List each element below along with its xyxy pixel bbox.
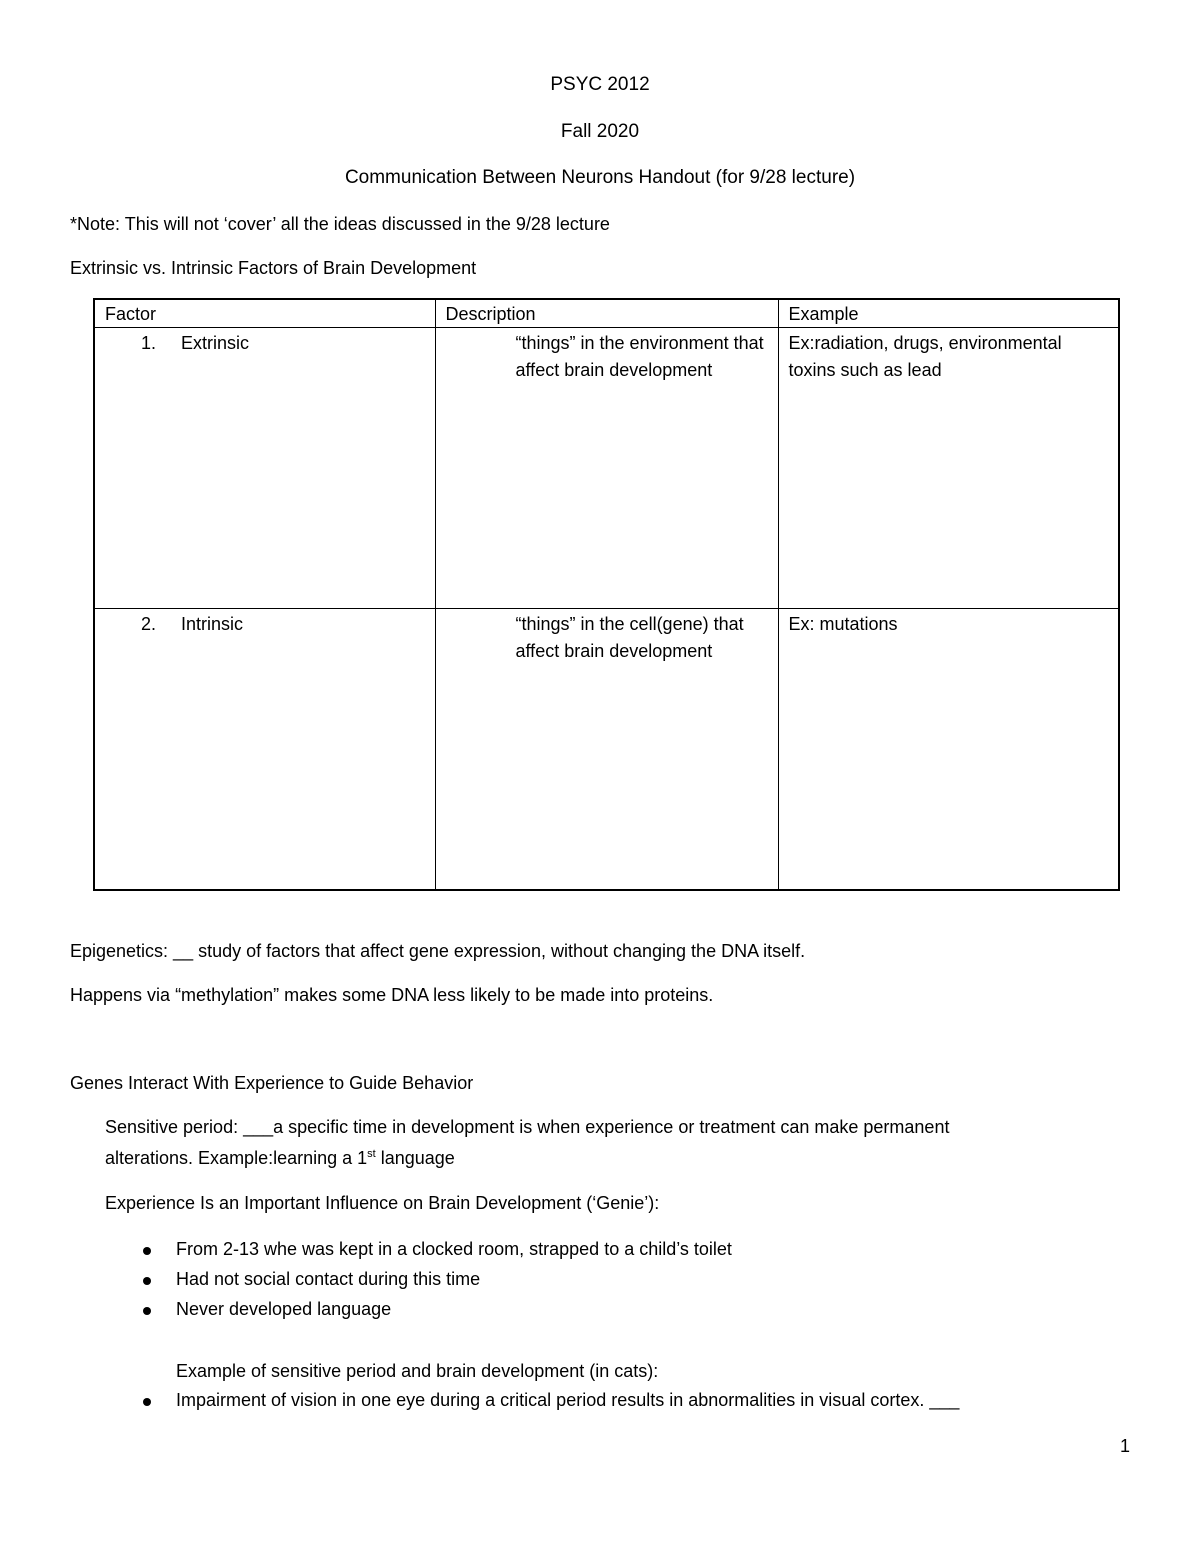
epigenetics-definition: Epigenetics: __ study of factors that affect gene expression, without changing the DNA itself. [70, 941, 806, 961]
column-header: Example [778, 299, 1119, 328]
table-row [94, 328, 1119, 609]
bullet-icon [143, 1247, 151, 1255]
cats-heading: Example of sensitive period and brain development (in cats): [176, 1361, 659, 1381]
genes-heading: Genes Interact With Experience to Guide Behavior [70, 1073, 474, 1093]
row-number: 1. [141, 333, 157, 353]
sensitive-line2-end: language [375, 1148, 455, 1168]
factors-heading: Extrinsic vs. Intrinsic Factors of Brain Development [70, 258, 477, 278]
description-text: “things” in the cell(gene) that affect brain development [515, 614, 744, 661]
factor-name: Intrinsic [181, 614, 244, 634]
example-cell [778, 328, 1119, 609]
column-header: Description [435, 299, 778, 328]
epigenetics-mechanism: Happens via “methylation” makes some DNA less likely to be made into proteins. [70, 985, 714, 1005]
row-number: 2. [141, 614, 157, 634]
description-cell [435, 328, 778, 609]
example-text: Ex:radiation, drugs, environmental toxins such as lead [788, 333, 1062, 380]
factors-table [93, 298, 1120, 891]
bullet-icon [143, 1307, 151, 1315]
bullet-icon [143, 1277, 151, 1285]
page-number: 1 [1120, 1436, 1131, 1456]
factor-cell [94, 328, 435, 609]
column-header: Factor [94, 299, 435, 328]
factor-cell [94, 609, 435, 891]
sensitive-line2-text: alterations. Example:learning a 1 [105, 1148, 368, 1168]
course-code: PSYC 2012 [550, 74, 650, 95]
bullet-icon [143, 1398, 151, 1406]
sensitive-period-line1: Sensitive period: ___a specific time in development is when experience or treatment can make permanent [105, 1117, 950, 1137]
table-row [94, 609, 1119, 891]
term: Fall 2020 [560, 121, 640, 142]
table-header-row [94, 299, 1119, 328]
list-item: Impairment of vision in one eye during a critical period results in abnormalities in visual cortex. ___ [176, 1390, 960, 1410]
list-item: Had not social contact during this time [176, 1269, 481, 1289]
sensitive-period-line2 [105, 1148, 455, 1169]
example-cell [778, 609, 1119, 891]
description-cell [435, 609, 778, 891]
example-text: Ex: mutations [788, 614, 898, 634]
note-text: *Note: This will not ‘cover’ all the ideas discussed in the 9/28 lecture [70, 214, 610, 234]
ordinal-suffix: st [367, 1148, 376, 1160]
factor-name: Extrinsic [181, 333, 250, 353]
list-item: Never developed language [176, 1299, 392, 1319]
description-text: “things” in the environment that affect brain development [515, 333, 764, 380]
genie-heading: Experience Is an Important Influence on Brain Development (‘Genie’): [105, 1193, 660, 1213]
page-title: Communication Between Neurons Handout (for 9/28 lecture) [344, 167, 856, 188]
list-item: From 2-13 whe was kept in a clocked room, strapped to a child’s toilet [176, 1239, 732, 1259]
